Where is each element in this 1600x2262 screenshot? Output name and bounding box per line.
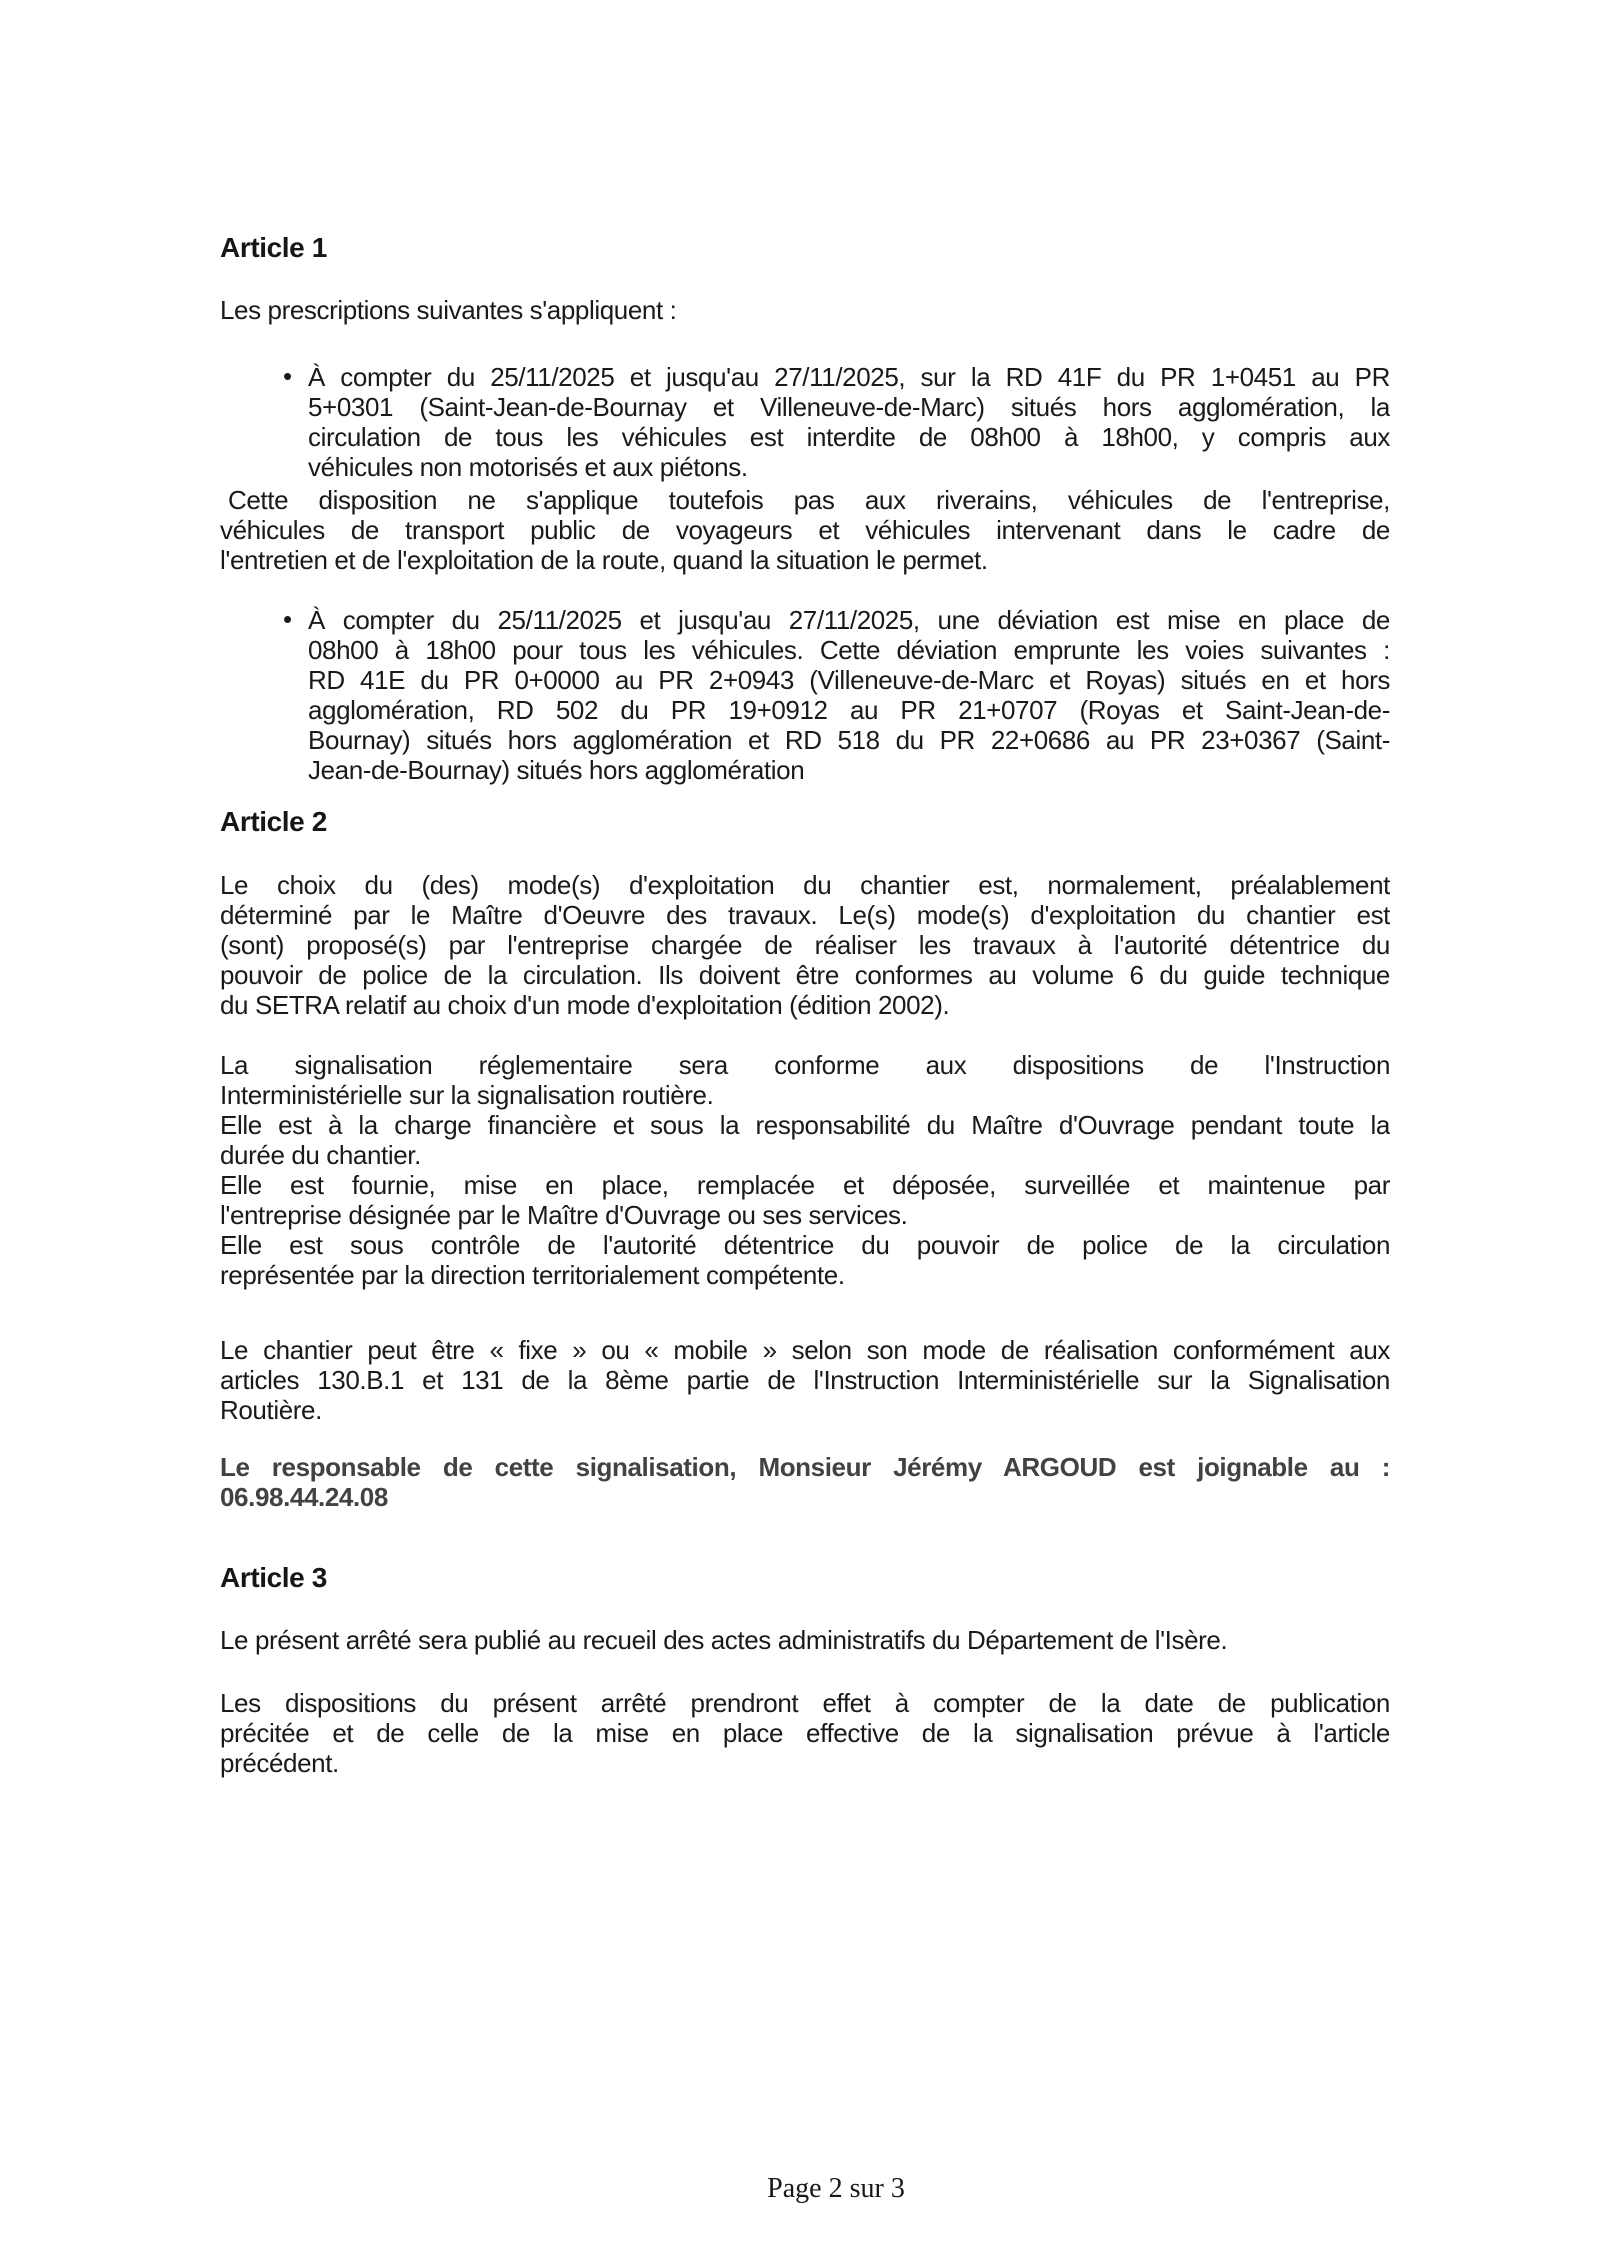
publication-paragraph: Le présent arrêté sera publié au recueil des actes administratifs du Département de l'Isère. <box>220 1625 1228 1655</box>
bullet-icon: • <box>283 604 292 634</box>
page-footer <box>0 2172 1600 2206</box>
article-2-heading: Article 2 <box>220 806 327 837</box>
closure-bullet-item <box>220 362 1390 482</box>
fourniture-paragraph: Elle est fournie, mise en place, remplacée et déposée, surveillée et maintenue par l'entreprise désignée par le Maître d'Ouvrage ou ses services. <box>220 1170 1390 1230</box>
signalisation-conforme-paragraph: La signalisation réglementaire sera conforme aux dispositions de l'Instruction Interministérielle sur la signalisation routière. <box>220 1050 1390 1110</box>
bullet-icon: • <box>283 361 292 391</box>
deviation-bullet-text: À compter du 25/11/2025 et jusqu'au 27/11/2025, une déviation est mise en place de 08h00 à 18h00 pour tous les véhicules. Cette déviation emprunte les voies suivantes : RD 41E du PR 0+0000 au PR 2+0943 (Villeneuve-de-Marc et Royas) situés en et hors agglomération, RD 502 du PR 19+0912 au PR 21+0707 (Royas et Saint-Jean-de- Bournay) situés hors agglomération et RD 518 du PR 22+0686 au PR 23+0367 (Saint- Jean-de-Bournay) situés hors agglomération <box>308 605 1390 785</box>
article-3-section <box>220 1563 1390 1778</box>
article-1-section <box>220 233 1390 785</box>
deviation-bullet-item <box>220 605 1390 785</box>
mode-exploitation-paragraph: Le choix du (des) mode(s) d'exploitation du chantier est, normalement, préalablement déterminé par le Maître d'Oeuvre des travaux. Le(s) mode(s) d'exploitation du chantier est (sont) proposé(s) par l'entreprise chargée de réaliser les travaux à l'autorité détentrice du pouvoir de police de la circulation. Ils doivent être conformes au volume 6 du guide technique du SETRA relatif au choix d'un mode d'exploitation (édition 2002). <box>220 870 1390 1020</box>
closure-bullet-text: À compter du 25/11/2025 et jusqu'au 27/11/2025, sur la RD 41F du PR 1+0451 au PR 5+0301 (Saint-Jean-de-Bournay et Villeneuve-de-Marc) situés hors agglomération, la circulation de tous les véhicules est interdite de 08h00 à 18h00, y compris aux véhicules non motorisés et aux piétons. <box>308 362 1390 482</box>
prescription-list <box>220 362 1390 482</box>
article-2-section <box>220 807 1390 1512</box>
charge-financiere-paragraph: Elle est à la charge financière et sous la responsabilité du Maître d'Ouvrage pendant toute la durée du chantier. <box>220 1110 1390 1170</box>
article-3-heading: Article 3 <box>220 1562 327 1593</box>
deviation-list <box>220 605 1390 785</box>
controle-paragraph: Elle est sous contrôle de l'autorité détentrice du pouvoir de police de la circulation représentée par la direction territorialement compétente. <box>220 1230 1390 1290</box>
traffic-exception-paragraph: Cette disposition ne s'applique toutefois pas aux riverains, véhicules de l'entreprise, véhicules de transport public de voyageurs et véhicules intervenant dans le cadre de l'entretien et de l'exploitation de la route, quand la situation le permet. <box>220 485 1390 575</box>
responsable-contact-paragraph: Le responsable de cette signalisation, Monsieur Jérémy ARGOUD est joignable au : 06.98.44.24.08 <box>220 1452 1390 1512</box>
arrete-body <box>220 233 1390 1778</box>
page-number: Page 2 sur 3 <box>767 2173 905 2204</box>
chantier-fixe-mobile-paragraph: Le chantier peut être « fixe » ou « mobile » selon son mode de réalisation conformément aux articles 130.B.1 et 131 de la 8ème partie de l'Instruction Interministérielle sur la Signalisation Routière. <box>220 1335 1390 1425</box>
article-1-heading: Article 1 <box>220 232 327 263</box>
effet-paragraph: Les dispositions du présent arrêté prendront effet à compter de la date de publication précitée et de celle de la mise en place effective de la signalisation prévue à l'article précédent. <box>220 1688 1390 1778</box>
prescriptions-intro: Les prescriptions suivantes s'appliquent : <box>220 295 677 325</box>
